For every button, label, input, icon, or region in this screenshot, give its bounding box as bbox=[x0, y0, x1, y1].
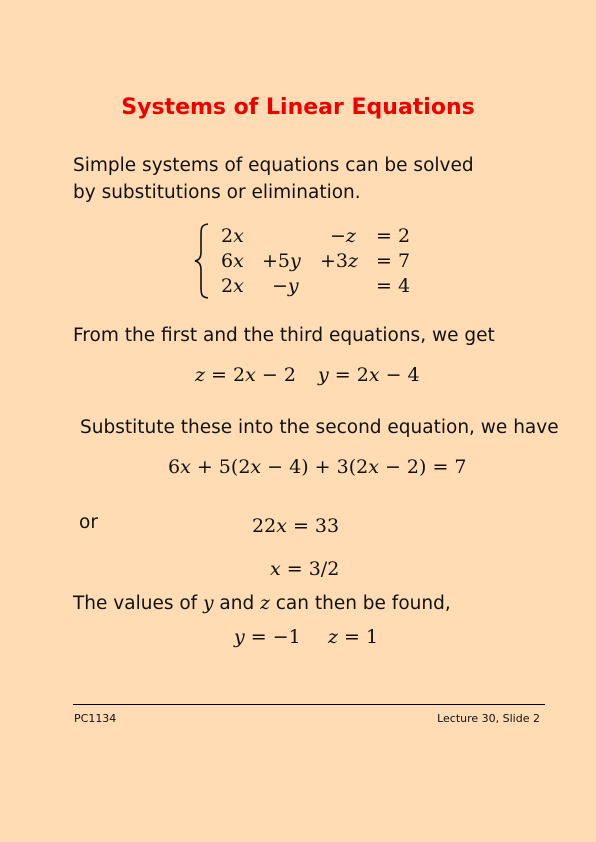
step5-var-y: y bbox=[203, 593, 214, 614]
row1-term-z: −z bbox=[330, 225, 356, 247]
row1-term-x: 2x bbox=[221, 225, 244, 247]
step2-equation: 6x + 5(2x − 4) + 3(2x − 2) = 7 bbox=[168, 456, 467, 478]
step5-var-z: z bbox=[260, 593, 270, 614]
system-row-1 bbox=[192, 225, 422, 251]
equation-system bbox=[192, 222, 422, 300]
row3-rhs: = 4 bbox=[376, 275, 411, 297]
step5-text bbox=[73, 590, 451, 617]
step5-equation-y: y = −1 bbox=[234, 626, 301, 648]
system-row-3 bbox=[192, 275, 422, 301]
footer-slide-label: Lecture 30, Slide 2 bbox=[437, 712, 540, 725]
row3-term-x: 2x bbox=[221, 275, 244, 297]
step1-equation-y: y = 2x − 4 bbox=[318, 364, 420, 386]
footer-course-code: PC1134 bbox=[74, 712, 117, 725]
step2-text: Substitute these into the second equation, we have bbox=[80, 417, 559, 438]
step5-text-pre: The values of bbox=[73, 593, 204, 614]
or-label: or bbox=[79, 512, 98, 533]
slide-title: Systems of Linear Equations bbox=[121, 95, 475, 120]
step5-equation-z: z = 1 bbox=[328, 626, 379, 648]
step5-text-mid: and bbox=[213, 593, 261, 614]
step1-equation-z: z = 2x − 2 bbox=[195, 364, 296, 386]
footer-divider bbox=[73, 704, 545, 705]
step1-text: From the first and the third equations, we get bbox=[73, 325, 495, 346]
row2-term-z: +3z bbox=[320, 250, 359, 272]
system-row-2 bbox=[192, 250, 422, 276]
row3-term-y: −y bbox=[272, 275, 299, 297]
row2-term-y: +5y bbox=[262, 250, 301, 272]
step4-equation: x = 3/2 bbox=[270, 558, 340, 580]
row2-term-x: 6x bbox=[221, 250, 244, 272]
row1-rhs: = 2 bbox=[376, 225, 411, 247]
step3-equation: 22x = 33 bbox=[252, 515, 340, 537]
intro-paragraph: Simple systems of equations can be solved by substitutions or elimination. bbox=[73, 155, 474, 203]
step5-text-post: can then be found, bbox=[269, 593, 451, 614]
row2-rhs: = 7 bbox=[376, 250, 411, 272]
